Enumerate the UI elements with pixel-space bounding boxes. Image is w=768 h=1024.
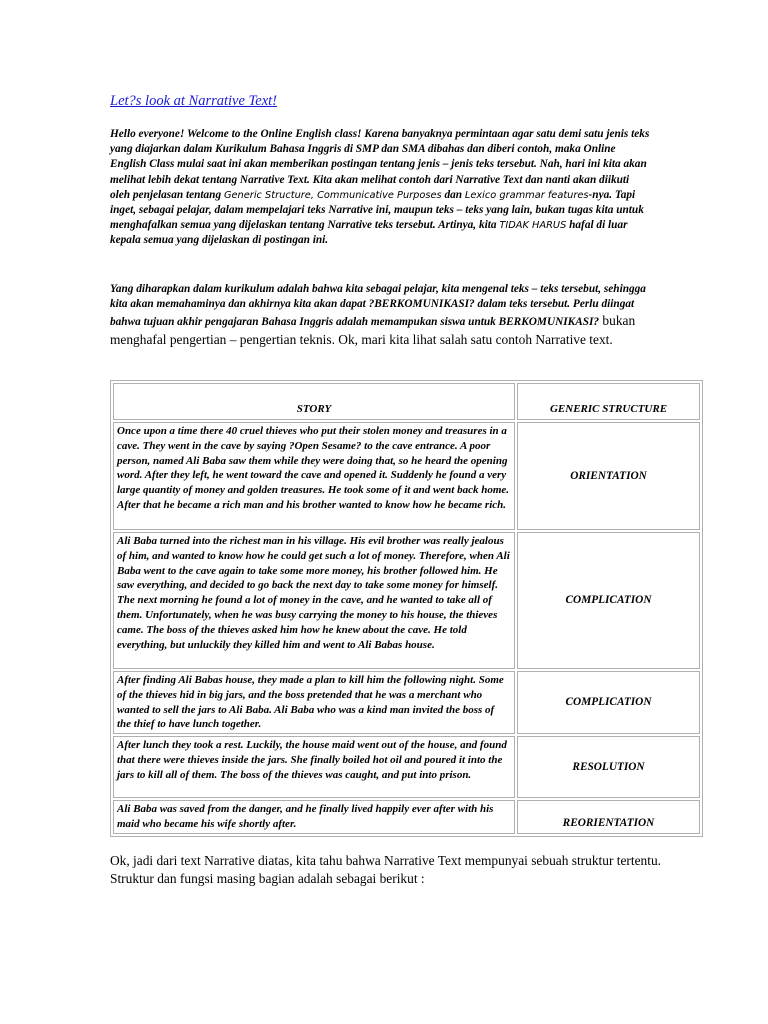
term-separator: , xyxy=(310,189,318,201)
intro-dan: dan xyxy=(441,188,465,201)
table-row xyxy=(113,736,700,798)
table-row xyxy=(113,532,700,669)
term-lexico-grammar: Lexico grammar features xyxy=(464,189,589,201)
second-paragraph xyxy=(110,282,650,349)
structure-cell: COMPLICATION xyxy=(517,671,700,734)
story-cell: Once upon a time there 40 cruel thieves who put their stolen money and treasures in a cave. They went in the cave by saying ?Open Sesame? to the cave entrance. A poor person, named Ali Baba saw them while they were doing that, so he heard the opening word. After they left, he went toward the cave and opened it. Suddenly he found a very large quantity of money and golden treasures. He took some of it and went back home. After that he became a rich man and his brother wanted to know how he became rich. xyxy=(113,422,515,530)
header-generic-structure: GENERIC STRUCTURE xyxy=(517,383,700,420)
structure-cell: COMPLICATION xyxy=(517,532,700,669)
narrative-table-wrapper xyxy=(110,380,703,832)
intro-text-2: -nya. Tapi inget, sebagai pelajar, dalam mempelajari teks Narrative ini, maupun teks – teks yang lain, bukan tugas kita untuk menghafalkan semua yang dijelaskan tentang Narrative teks tersebut. Artinya, kita xyxy=(110,188,644,232)
para2-normal-text: bukan menghafal pengertian – pengertian teknis. Ok, mari kita lihat salah satu contoh Narrative text. xyxy=(110,313,636,347)
structure-cell: ORIENTATION xyxy=(517,422,700,530)
intro-paragraph xyxy=(110,127,650,249)
page-title-link[interactable]: Let?s look at Narrative Text! xyxy=(110,93,278,109)
table-row xyxy=(113,422,700,530)
narrative-structure-table xyxy=(110,380,703,837)
term-tidak-harus: TIDAK HARUS xyxy=(499,220,567,232)
table-header-row xyxy=(113,383,700,420)
header-story: STORY xyxy=(113,383,515,420)
closing-paragraph: Ok, jadi dari text Narrative diatas, kita tahu bahwa Narrative Text mempunyai sebuah struktur tertentu. Struktur dan fungsi masing bagian adalah sebagai berikut : xyxy=(110,853,661,886)
structure-cell: REORIENTATION xyxy=(517,800,700,834)
story-cell: Ali Baba was saved from the danger, and he finally lived happily ever after with his maid who became his wife shortly after. xyxy=(113,800,515,834)
term-generic-structure: Generic Structure xyxy=(223,189,311,201)
story-cell: Ali Baba turned into the richest man in his village. His evil brother was really jealous of him, and wanted to know how he could get such a lot of money. Therefore, when Ali Baba went to the cave again to take some more money, his brother followed him. He saw everything, and decided to go back the next day to take some money for himself. The next morning he found a lot of money in the cave, and he wanted to take all of them. Unfortunately, when he was busy carrying the money to his house, the thieves came. The boss of the thieves asked him how he knew about the cave. He told everything, but unluckily they killed him and went to Ali Babas house. xyxy=(113,532,515,669)
story-cell: After lunch they took a rest. Luckily, the house maid went out of the house, and found that there were thieves inside the jars. She finally boiled hot oil and poured it into the jars to kill all of them. The boss of the thieves was caught, and put into prison. xyxy=(113,736,515,798)
intro-text-1: Hello everyone! Welcome to the Online English class! Karena banyaknya permintaan agar satu demi satu jenis teks yang diajarkan dalam Kurikulum Bahasa Inggris di SMP dan SMA dibahas dan diberi contoh, maka Online English Class mulai saat ini akan memberikan postingan tentang jenis – jenis teks tersebut. Nah, hari ini kita akan melihat lebih dekat tentang Narrative Text. Kita akan melihat contoh dari Narrative Text dan nanti akan diikuti oleh penjelasan tentang xyxy=(110,128,650,201)
table-row xyxy=(113,671,700,734)
structure-cell: RESOLUTION xyxy=(517,736,700,798)
term-communicative-purposes: Communicative Purposes xyxy=(317,189,442,201)
table-row xyxy=(113,800,700,834)
story-cell: After finding Ali Babas house, they made a plan to kill him the following night. Some of the thieves hid in big jars, and the boss pretended that he was a merchant who wanted to sell the jars to Ali Baba. Ali Baba who was a kind man invited the boss of the thief to have lunch together. xyxy=(113,671,515,734)
intro-text-3: hafal di luar kepala semua yang dijelaskan di postingan ini. xyxy=(110,219,628,247)
para2-bold-text: Yang diharapkan dalam kurikulum adalah bahwa kita sebagai pelajar, kita mengenal teks – teks tersebut, sehingga kita akan memahaminya dan akhirnya kita akan dapat ?BERKOMUNIKASI? dalam teks tersebut. Perlu diingat bahwa tujuan akhir pengajaran Bahasa Inggris adalah memampukan siswa untuk BERKOMUNIKASI? xyxy=(110,283,646,329)
